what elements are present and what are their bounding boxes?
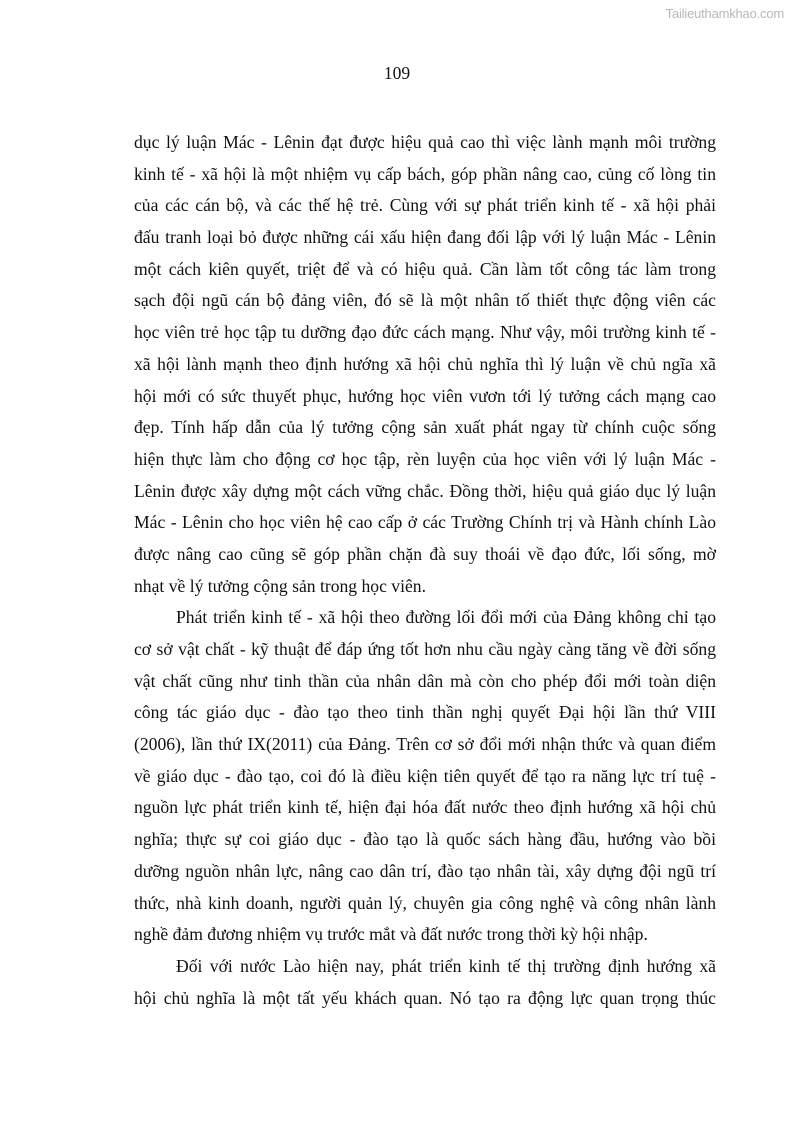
text-line: thức, nhà kinh doanh, người quản lý, chuyên gia công nghệ và công nhân lành [134,892,716,913]
text-line: Lênin được xây dựng một cách vững chắc. Đồng thời, hiệu quả giáo dục lý luận [134,480,716,501]
text-line: được nâng cao cũng sẽ góp phần chặn đà suy thoái về đạo đức, lối sống, mờ [134,543,716,564]
text-line: kinh tế - xã hội là một nhiệm vụ cấp bách, góp phần nâng cao, củng cố lòng tin [134,163,716,184]
text-line: hội mới có sức thuyết phục, hướng học viên vươn tới lý tưởng cách mạng cao [134,385,716,406]
text-line: cơ sở vật chất - kỹ thuật để đáp ứng tốt hơn nhu cầu ngày càng tăng về đời sống [134,639,716,659]
paragraph [134,951,716,1014]
text-line: công tác giáo dục - đào tạo theo tinh thần nghị quyết Đại hội lần thứ VIII [134,702,716,723]
text-line: của các cán bộ, và các thế hệ trẻ. Cùng với sự phát triển kinh tế - xã hội phải [134,195,716,216]
document-body [134,127,716,1014]
text-line: nghề đảm đương nhiệm vụ trước mắt và đất nước trong thời kỳ hội nhập. [134,924,648,945]
text-line: vật chất cũng như tinh thần của nhân dân mà còn cho phép đổi mới toàn diện [134,670,716,691]
text-line: đẹp. Tính hấp dẫn của lý tưởng cộng sản xuất phát ngay từ chính cuộc sống [134,417,716,438]
page-number: 109 [383,63,411,83]
text-line: về giáo dục - đào tạo, coi đó là điều kiện tiên quyết để tạo ra năng lực trí tuệ - [134,765,716,786]
text-line: Đối với nước Lào hiện nay, phát triển kinh tế thị trường định hướng xã [176,955,716,976]
paragraph [134,127,716,602]
text-line: Mác - Lênin cho học viên hệ cao cấp ở các Trường Chính trị và Hành chính Lào [134,512,716,533]
text-line: dưỡng nguồn nhân lực, nâng cao dân trí, đào tạo nhân tài, xây dựng đội ngũ trí [134,860,716,881]
text-line: học viên trẻ học tập tu dưỡng đạo đức cách mạng. Như vậy, môi trường kinh tế - [134,322,716,343]
paragraph [134,602,716,951]
text-line: nghĩa; thực sự coi giáo dục - đào tạo là quốc sách hàng đầu, hướng vào bồi [134,829,716,850]
text-line: hiện thực làm cho động cơ học tập, rèn luyện của học viên với lý luận Mác - [134,448,716,469]
text-line: nguồn lực phát triển kinh tế, hiện đại hóa đất nước theo định hướng xã hội chủ [134,797,716,818]
text-line: xã hội lành mạnh theo định hướng xã hội chủ nghĩa thì lý luận về chủ ngĩa xã [134,353,716,374]
text-line: (2006), lần thứ IX(2011) của Đảng. Trên cơ sở đổi mới nhận thức và quan điểm [134,734,716,755]
text-line: Phát triển kinh tế - xã hội theo đường lối đổi mới của Đảng không chỉ tạo [176,607,716,628]
text-line: dục lý luận Mác - Lênin đạt được hiệu quả cao thì việc lành mạnh môi trường [134,132,716,152]
text-line: đấu tranh loại bỏ được những cái xấu hiện đang đối lập với lý luận Mác - Lênin [134,227,716,248]
text-line: nhạt về lý tưởng cộng sản trong học viên. [134,575,426,596]
text-line: hội chủ nghĩa là một tất yếu khách quan. Nó tạo ra động lực quan trọng thúc [134,987,716,1008]
text-line: sạch đội ngũ cán bộ đảng viên, đó sẽ là một nhân tố thiết thực động viên các [134,290,716,311]
watermark: Tailieuthamkhao.com [665,6,784,21]
text-line: một cách kiên quyết, triệt để và có hiệu quả. Cần làm tốt công tác làm trong [134,258,716,279]
